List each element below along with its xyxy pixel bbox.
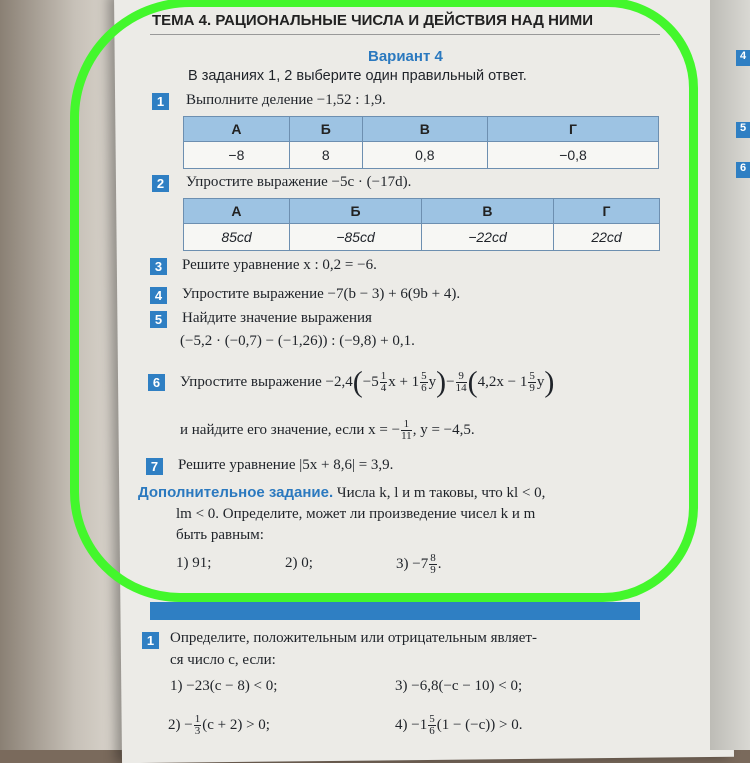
task-1-text: Выполните деление −1,52 : 1,9. [186, 92, 386, 108]
task-number: 1 [152, 93, 169, 110]
table-header: В [421, 199, 553, 224]
table-cell: 22cd [553, 224, 659, 251]
table-cell: −22cd [421, 224, 553, 251]
task-4-text: Упростите выражение −7(b − 3) + 6(9b + 4). [182, 286, 461, 302]
section-header-bar [150, 602, 640, 620]
paren-close: ) [436, 365, 447, 399]
task-number: 6 [148, 374, 165, 391]
task-number: 7 [146, 458, 163, 475]
table-header: А [184, 199, 290, 224]
extra-option-1: 1) 91; [176, 555, 212, 571]
table-header: А [184, 117, 290, 142]
fraction [428, 714, 436, 737]
next-option-1: 1) −23(c − 8) < 0; [170, 678, 278, 694]
paren-close: ) [544, 365, 555, 399]
denominator: 9 [529, 382, 535, 395]
denominator: 6 [421, 382, 427, 395]
next-option-2 [168, 708, 270, 742]
extra-option-2: 2) 0; [285, 555, 313, 571]
table-cell: −8 [184, 142, 290, 169]
task-number: 5 [150, 311, 167, 328]
numerator: 9 [456, 371, 467, 383]
paren-open: ( [467, 365, 478, 399]
next-page-edge [710, 0, 750, 750]
denominator: 6 [429, 725, 435, 738]
denominator: 3 [194, 725, 201, 738]
side-tab: 5 [736, 122, 750, 138]
denominator: 4 [380, 382, 387, 395]
variant-title: Вариант 4 [368, 48, 443, 65]
condition-text: , y = −4,5. [412, 422, 475, 438]
denominator: 14 [455, 382, 467, 395]
table-header: В [362, 117, 487, 142]
numerator: 5 [429, 713, 435, 726]
table-cell: 85cd [184, 224, 290, 251]
table-header: Г [488, 117, 659, 142]
numerator: 5 [421, 370, 427, 383]
fraction [194, 714, 202, 737]
term: −5 [362, 374, 379, 390]
task-number: 3 [150, 258, 167, 275]
task-2-text: Упростите выражение −5c · (−17d). [186, 174, 412, 190]
term: 4,2x − 1 [477, 374, 528, 390]
table-cell: 0,8 [362, 142, 487, 169]
task-5-expression: (−5,2 · (−0,7) − (−1,26)) : (−9,8) + 0,1. [180, 333, 415, 349]
numerator: 8 [430, 552, 436, 565]
task-7-text: Решите уравнение |5x + 8,6| = 3,9. [178, 457, 394, 473]
table-header: Б [289, 117, 362, 142]
extra-task-line-3: быть равным: [176, 527, 264, 543]
next-option-3: 3) −6,8(−c − 10) < 0; [395, 678, 523, 694]
numerator: 1 [194, 713, 201, 726]
extra-task-line-2: lm < 0. Определите, может ли произведение чисел k и m [176, 506, 536, 522]
denominator: 9 [430, 564, 436, 577]
task-5-text: Найдите значение выражения [182, 310, 372, 326]
task-number: 2 [152, 175, 169, 192]
next-option-4 [395, 708, 523, 742]
task-number: 1 [142, 632, 159, 649]
next-task-line-2: ся число c, если: [170, 652, 276, 668]
option-text: 2) − [168, 717, 193, 733]
term: y [428, 374, 437, 390]
term: y [536, 374, 545, 390]
numerator: 5 [529, 370, 535, 383]
table-cell: 8 [289, 142, 362, 169]
operator: − [446, 374, 455, 390]
highlight-circle [70, 0, 698, 602]
option-text: (c + 2) > 0; [202, 717, 270, 733]
side-tab: 4 [736, 50, 750, 66]
numerator: 1 [401, 419, 412, 431]
task-3-text: Решите уравнение x : 0,2 = −6. [182, 257, 377, 273]
side-tab: 6 [736, 162, 750, 178]
extra-task-text: Числа k, l и m таковы, что kl < 0, [336, 485, 546, 501]
option-text: 3) −7 [396, 556, 429, 572]
table-header: Б [289, 199, 421, 224]
numerator: 1 [380, 370, 387, 383]
denominator: 11 [401, 430, 412, 443]
task-number: 4 [150, 287, 167, 304]
next-task-line-1: Определите, положительным или отрицательным являет- [170, 630, 537, 646]
term: x + 1 [388, 374, 420, 390]
option-text: 4) −1 [395, 717, 428, 733]
option-text: (1 − (−c)) > 0. [436, 717, 523, 733]
option-text: . [437, 556, 442, 572]
table-header: Г [553, 199, 659, 224]
paren-open: ( [352, 365, 363, 399]
table-cell: −85cd [289, 224, 421, 251]
instructions: В заданиях 1, 2 выберите один правильный ответ. [188, 68, 527, 84]
extra-task-label: Дополнительное задание. [138, 484, 334, 501]
topic-title: ТЕМА 4. РАЦИОНАЛЬНЫЕ ЧИСЛА И ДЕЙСТВИЯ НАД НИМИ [152, 12, 593, 29]
table-cell: −0,8 [488, 142, 659, 169]
condition-text: и найдите его значение, если x = − [180, 422, 401, 438]
task-6-text: Упростите выражение −2,4 [180, 374, 353, 390]
